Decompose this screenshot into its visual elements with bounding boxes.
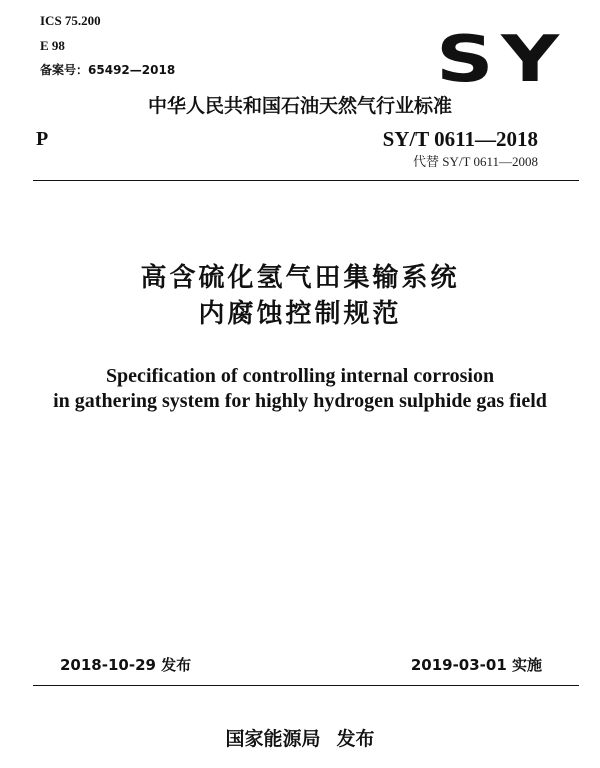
category-mark: P	[36, 128, 49, 150]
top-divider	[33, 180, 579, 181]
industry-standard-heading: 中华人民共和国石油天然气行业标准	[147, 95, 452, 117]
chinese-title-line-2: 内腐蚀控制规范	[198, 299, 402, 329]
classification-code: E 98	[40, 38, 65, 53]
implementation-date: 2019-03-01 实施	[410, 656, 542, 674]
record-label: 备案号：	[40, 63, 89, 77]
sy-logo: SY	[436, 23, 567, 97]
chinese-title-line-1: 高含硫化氢气田集输系统	[140, 263, 460, 293]
bottom-divider	[33, 685, 579, 686]
publisher-action: 发布	[336, 728, 375, 750]
replaces-standard: 代替 SY/T 0611—2008	[413, 154, 538, 169]
issue-date: 2018-10-29 发布	[60, 656, 192, 674]
publisher	[0, 727, 600, 751]
publisher-name: 国家能源局	[225, 728, 321, 750]
standard-number: SY/T 0611—2018	[382, 127, 538, 151]
record-number	[40, 62, 175, 78]
english-title-line-2: in gathering system for highly hydrogen sulphide gas field	[53, 390, 547, 412]
record-value: 65492—2018	[88, 63, 176, 77]
english-title-line-1: Specification of controlling internal corrosion	[105, 365, 495, 387]
ics-code: ICS 75.200	[40, 13, 101, 28]
